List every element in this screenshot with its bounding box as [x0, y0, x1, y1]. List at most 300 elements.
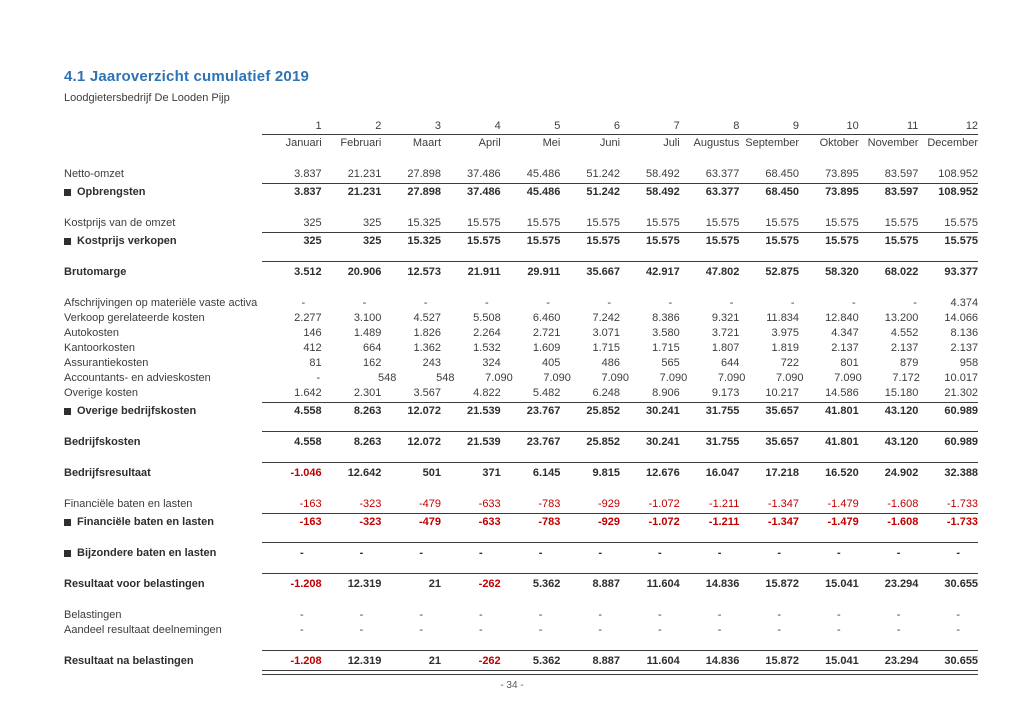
cell-value: 52.875 — [765, 266, 800, 278]
cell-value: - — [658, 547, 662, 559]
row-label — [64, 577, 262, 592]
cell-value: 324 — [482, 357, 501, 369]
cell-value: 15.575 — [944, 217, 979, 229]
cell-value: -1.479 — [827, 516, 859, 528]
cell-value: 15.575 — [825, 217, 859, 229]
table-row — [64, 311, 978, 326]
cell-value: -783 — [538, 498, 561, 510]
table-row — [64, 216, 978, 231]
section-square-icon — [64, 408, 71, 415]
cell-value: 8.263 — [353, 436, 382, 448]
financial-table — [64, 119, 978, 669]
row-label — [64, 185, 262, 200]
cell-value: - — [316, 372, 321, 384]
cell-value: 15.041 — [825, 655, 859, 667]
cell-value: -163 — [299, 498, 322, 510]
cell-value: 10.017 — [944, 372, 979, 384]
table-section — [64, 546, 978, 561]
row-label-text: Overige bedrijfskosten — [77, 405, 197, 417]
row-values — [262, 371, 978, 386]
row-label — [64, 265, 262, 280]
table-row — [64, 515, 978, 530]
cell-value: 8.136 — [950, 327, 979, 339]
cell-value: 35.657 — [765, 436, 800, 448]
cell-value: -323 — [359, 498, 382, 510]
cell-value: 2.137 — [950, 342, 979, 354]
cell-value: 51.242 — [586, 186, 621, 198]
row-values — [262, 185, 978, 200]
cell-value: 15.041 — [825, 578, 859, 590]
cell-value: 3.975 — [771, 327, 800, 339]
cell-value: -1.211 — [709, 498, 740, 510]
cell-value: 83.597 — [884, 186, 919, 198]
row-label-text: Netto-omzet — [64, 168, 124, 180]
cell-value: 31.755 — [705, 405, 740, 417]
cell-value: 42.917 — [646, 266, 680, 278]
cell-value: - — [546, 297, 550, 309]
cell-value: 25.852 — [586, 405, 621, 417]
row-label — [64, 515, 262, 530]
cell-value: - — [301, 297, 306, 309]
cell-value: 5.362 — [532, 578, 561, 590]
cell-value: 7.090 — [543, 372, 571, 384]
cell-value: - — [479, 547, 483, 559]
cell-value: 21.539 — [467, 405, 501, 417]
table-row — [64, 326, 978, 341]
page-title: 4.1 Jaaroverzicht cumulatief 2019 — [64, 68, 310, 85]
cell-value: 21.302 — [944, 387, 979, 399]
cell-value: - — [300, 547, 304, 559]
cell-value: -479 — [418, 516, 442, 528]
cell-value: 1.715 — [592, 342, 621, 354]
cell-value: 9.173 — [711, 387, 740, 399]
cell-value: 7.090 — [485, 372, 513, 384]
cell-value: 1.642 — [294, 387, 322, 399]
table-section — [64, 216, 978, 249]
cell-value: 3.512 — [294, 266, 322, 278]
cell-value: 325 — [303, 235, 322, 247]
cell-value: - — [658, 624, 662, 636]
cell-value: - — [777, 609, 782, 621]
cell-value: 3.567 — [413, 387, 442, 399]
cell-value: 548 — [377, 372, 397, 384]
cell-value: 47.802 — [705, 266, 740, 278]
cell-value: -929 — [598, 498, 621, 510]
row-values — [262, 404, 978, 419]
row-values — [262, 234, 978, 249]
cell-value: 15.575 — [526, 217, 561, 229]
cell-value: - — [913, 297, 917, 309]
cell-value: 1.826 — [413, 327, 442, 339]
row-values — [262, 341, 978, 356]
cell-value: 15.575 — [765, 235, 800, 247]
company-name: Loodgietersbedrijf De Looden Pijp — [64, 92, 230, 104]
row-values — [262, 167, 978, 182]
cell-value: 4.822 — [473, 387, 501, 399]
cell-value: 21 — [428, 578, 442, 590]
cell-value: 2.301 — [353, 387, 382, 399]
cell-value: 3.100 — [353, 312, 382, 324]
cell-value: 15.575 — [825, 235, 859, 247]
cell-value: 405 — [542, 357, 561, 369]
column-number: 6 — [613, 120, 621, 132]
row-label — [64, 466, 262, 481]
row-values — [262, 265, 978, 280]
column-month: December — [927, 137, 979, 149]
row-label — [64, 654, 262, 669]
cell-value: 12.573 — [407, 266, 442, 278]
cell-value: 37.486 — [467, 168, 501, 180]
cell-value: 23.767 — [526, 405, 561, 417]
cell-value: 4.558 — [294, 405, 322, 417]
cell-value: 12.676 — [646, 467, 680, 479]
cell-value: 412 — [303, 342, 322, 354]
cell-value: 14.066 — [944, 312, 979, 324]
cell-value: 15.575 — [884, 235, 919, 247]
cell-value: 73.895 — [825, 186, 859, 198]
row-label — [64, 119, 262, 134]
cell-value: 58.492 — [646, 168, 680, 180]
cell-value: 15.575 — [705, 235, 740, 247]
cell-value: - — [896, 609, 901, 621]
cell-value: - — [837, 547, 841, 559]
row-label — [64, 326, 262, 341]
cell-value: 722 — [780, 357, 800, 369]
table-section — [64, 435, 978, 450]
cell-value: 2.137 — [831, 342, 859, 354]
section-square-icon — [64, 519, 71, 526]
cell-value: 30.241 — [646, 405, 680, 417]
cell-value: 23.294 — [884, 655, 919, 667]
cell-value: 14.836 — [705, 578, 740, 590]
cell-value: 2.137 — [890, 342, 919, 354]
cell-value: -1.072 — [648, 498, 680, 510]
cell-value: 15.575 — [646, 217, 680, 229]
table-row — [64, 577, 978, 592]
cell-value: 12.072 — [407, 436, 442, 448]
cell-value: -163 — [299, 516, 322, 528]
cell-value: 879 — [900, 357, 919, 369]
cell-value: 1.715 — [652, 342, 680, 354]
cell-value: 4.527 — [413, 312, 442, 324]
cell-value: 21.539 — [467, 436, 501, 448]
table-row — [64, 371, 978, 386]
cell-value: 7.242 — [592, 312, 621, 324]
table-row — [64, 608, 978, 623]
cell-value: 63.377 — [705, 168, 740, 180]
row-label-text: Autokosten — [64, 327, 120, 339]
column-number: 7 — [673, 120, 680, 132]
row-label — [64, 341, 262, 356]
cell-value: 5.508 — [473, 312, 501, 324]
cell-value: 371 — [482, 467, 501, 479]
cell-value: 60.989 — [944, 405, 979, 417]
cell-value: 664 — [362, 342, 382, 354]
row-values — [262, 577, 978, 592]
row-label-text: Kostprijs verkopen — [77, 235, 177, 247]
cell-value: 2.721 — [532, 327, 561, 339]
row-values — [262, 435, 978, 450]
cell-value: 1.609 — [532, 342, 561, 354]
row-label-text: Verkoop gerelateerde kosten — [64, 312, 205, 324]
cell-value: 12.319 — [347, 578, 382, 590]
row-label — [64, 356, 262, 371]
row-values — [262, 216, 978, 231]
cell-value: 15.872 — [765, 655, 800, 667]
cell-value: 565 — [661, 357, 680, 369]
cell-value: 1.362 — [413, 342, 442, 354]
table-row — [64, 623, 978, 638]
cell-value: 15.575 — [705, 217, 740, 229]
cell-value: - — [598, 609, 603, 621]
cell-value: 68.450 — [765, 168, 800, 180]
table-row — [64, 386, 978, 401]
column-month: November — [867, 137, 919, 149]
row-label-text: Resultaat na belastingen — [64, 655, 194, 667]
cell-value: -1.211 — [708, 516, 740, 528]
cell-value: 1.489 — [353, 327, 382, 339]
cell-value: -262 — [478, 578, 501, 590]
cell-value: 27.898 — [407, 186, 442, 198]
row-label-text: Brutomarge — [64, 266, 127, 278]
cell-value: 4.552 — [890, 327, 919, 339]
cell-value: 11.604 — [646, 655, 680, 667]
row-label — [64, 311, 262, 326]
cell-value: 27.898 — [407, 168, 442, 180]
cell-value: 20.906 — [347, 266, 382, 278]
row-label — [64, 216, 262, 231]
row-values — [262, 356, 978, 371]
row-values — [262, 136, 978, 151]
cell-value: -1.608 — [887, 498, 919, 510]
cell-value: 45.486 — [526, 168, 561, 180]
row-label — [64, 386, 262, 401]
cell-value: - — [300, 609, 304, 621]
column-number: 8 — [733, 120, 740, 132]
cell-value: 146 — [303, 327, 322, 339]
column-month: Februari — [340, 137, 382, 149]
cell-value: 325 — [362, 217, 382, 229]
column-month: Maart — [412, 137, 442, 149]
table-row — [64, 435, 978, 450]
cell-value: - — [479, 609, 483, 621]
cell-value: 21.911 — [467, 266, 501, 278]
cell-value: - — [896, 547, 901, 559]
cell-value: 35.667 — [586, 266, 621, 278]
cell-value: 60.989 — [944, 436, 979, 448]
cell-value: 801 — [840, 357, 859, 369]
cell-value: 24.902 — [884, 467, 919, 479]
section-square-icon — [64, 550, 71, 557]
table-section — [64, 296, 978, 419]
column-month: September — [745, 137, 800, 149]
column-month: Juli — [663, 137, 680, 149]
row-label — [64, 608, 262, 623]
cell-value: - — [598, 547, 603, 559]
row-label — [64, 435, 262, 450]
cell-value: 9.815 — [592, 467, 621, 479]
cell-value: 73.895 — [825, 168, 859, 180]
cell-value: - — [538, 624, 543, 636]
table-row — [64, 546, 978, 561]
cell-value: 3.837 — [294, 186, 322, 198]
cell-value: -1.479 — [827, 498, 859, 510]
cell-value: 7.090 — [776, 372, 804, 384]
cell-value: 68.022 — [884, 266, 919, 278]
cell-value: - — [479, 624, 483, 636]
cell-value: 15.575 — [586, 235, 621, 247]
table-section — [64, 577, 978, 592]
cell-value: 7.090 — [659, 372, 688, 384]
cell-value: 81 — [309, 357, 322, 369]
cell-value: - — [419, 609, 424, 621]
table-row — [64, 356, 978, 371]
cell-value: 11.604 — [646, 578, 680, 590]
cell-value: 8.887 — [592, 578, 621, 590]
row-label — [64, 546, 262, 561]
cell-value: 3.580 — [652, 327, 680, 339]
cell-value: 644 — [721, 357, 740, 369]
cell-value: 29.911 — [527, 266, 561, 278]
cell-value: 7.090 — [717, 372, 746, 384]
cell-value: 17.218 — [765, 467, 800, 479]
row-values — [262, 497, 978, 512]
cell-value: -929 — [598, 516, 621, 528]
table-row — [64, 654, 978, 669]
row-label — [64, 167, 262, 182]
cell-value: 21 — [428, 655, 442, 667]
row-values — [262, 296, 978, 311]
cell-value: 58.320 — [825, 266, 859, 278]
column-number-header — [64, 119, 978, 134]
cell-value: 25.852 — [586, 436, 621, 448]
cell-value: 15.575 — [646, 235, 680, 247]
cell-value: - — [717, 547, 722, 559]
cell-value: - — [717, 609, 722, 621]
column-month: Mei — [542, 137, 561, 149]
row-label-text: Accountants- en advieskosten — [64, 372, 211, 384]
cell-value: 31.755 — [705, 436, 740, 448]
cell-value: -633 — [478, 498, 501, 510]
cell-value: - — [658, 609, 662, 621]
cell-value: - — [419, 547, 424, 559]
cell-value: - — [359, 624, 364, 636]
row-label-text: Overige kosten — [64, 387, 138, 399]
table-row — [64, 167, 978, 182]
cell-value: - — [956, 547, 961, 559]
cell-value: 486 — [601, 357, 621, 369]
cell-value: -1.072 — [648, 516, 680, 528]
table-row — [64, 265, 978, 280]
cell-value: -1.733 — [946, 516, 979, 528]
table-row — [64, 341, 978, 356]
row-label — [64, 404, 262, 419]
table-row — [64, 234, 978, 249]
row-values — [262, 546, 978, 561]
cell-value: 325 — [362, 235, 382, 247]
cell-value: 51.242 — [586, 168, 621, 180]
cell-value: - — [607, 297, 612, 309]
cell-value: 15.575 — [467, 235, 501, 247]
row-label — [64, 623, 262, 638]
cell-value: 45.486 — [526, 186, 561, 198]
cell-value: 83.597 — [884, 168, 919, 180]
cell-value: 6.460 — [532, 312, 561, 324]
cell-value: - — [359, 609, 364, 621]
row-values — [262, 608, 978, 623]
cell-value: 958 — [959, 357, 979, 369]
cell-value: 3.071 — [592, 327, 621, 339]
cell-value: 2.264 — [473, 327, 501, 339]
row-label-text: Afschrijvingen op materiële vaste activa — [64, 297, 258, 309]
table-row — [64, 466, 978, 481]
cell-value: 108.952 — [938, 186, 979, 198]
cell-value: -1.208 — [290, 655, 322, 667]
cell-value: -633 — [478, 516, 501, 528]
cell-value: 8.906 — [652, 387, 680, 399]
row-values — [262, 466, 978, 481]
cell-value: 10.217 — [765, 387, 800, 399]
cell-value: - — [852, 297, 856, 309]
row-label-text: Kantoorkosten — [64, 342, 135, 354]
cell-value: 12.072 — [407, 405, 442, 417]
table-section — [64, 466, 978, 481]
cell-value: -1.046 — [290, 467, 322, 479]
cell-value: - — [837, 624, 841, 636]
cell-value: - — [777, 547, 782, 559]
table-section — [64, 497, 978, 530]
cell-value: 6.248 — [592, 387, 621, 399]
table-row — [64, 497, 978, 512]
table-section — [64, 608, 978, 638]
cell-value: 15.575 — [944, 235, 979, 247]
cell-value: - — [538, 609, 543, 621]
cell-value: - — [598, 624, 603, 636]
cell-value: 30.241 — [646, 436, 680, 448]
row-label — [64, 136, 262, 151]
row-label-text: Aandeel resultaat deelnemingen — [64, 624, 222, 636]
cell-value: 30.655 — [944, 655, 979, 667]
column-number: 2 — [375, 120, 382, 132]
cell-value: 1.807 — [711, 342, 740, 354]
cell-value: 11.834 — [766, 312, 800, 324]
report-content — [64, 68, 978, 669]
cell-value: - — [538, 547, 543, 559]
page-number: - 34 - — [500, 680, 524, 691]
cell-value: 3.837 — [294, 168, 322, 180]
cell-value: 15.325 — [407, 235, 442, 247]
row-label-text: Bijzondere baten en lasten — [77, 547, 217, 559]
cell-value: - — [668, 297, 673, 309]
cell-value: 15.575 — [884, 217, 919, 229]
cell-value: 15.575 — [526, 235, 561, 247]
cell-value: 243 — [422, 357, 442, 369]
row-values — [262, 311, 978, 326]
cell-value: - — [729, 297, 734, 309]
cell-value: 68.450 — [765, 186, 800, 198]
column-number: 12 — [965, 120, 979, 132]
cell-value: - — [956, 609, 961, 621]
row-label-text: Bedrijfsresultaat — [64, 467, 151, 479]
cell-value: 3.721 — [711, 327, 740, 339]
cell-value: -262 — [478, 655, 501, 667]
cell-value: - — [777, 624, 782, 636]
cell-value: 548 — [436, 372, 455, 384]
cell-value: 63.377 — [705, 186, 740, 198]
cell-value: 4.374 — [950, 297, 979, 309]
table-row — [64, 296, 978, 311]
cell-value: -1.608 — [887, 516, 919, 528]
